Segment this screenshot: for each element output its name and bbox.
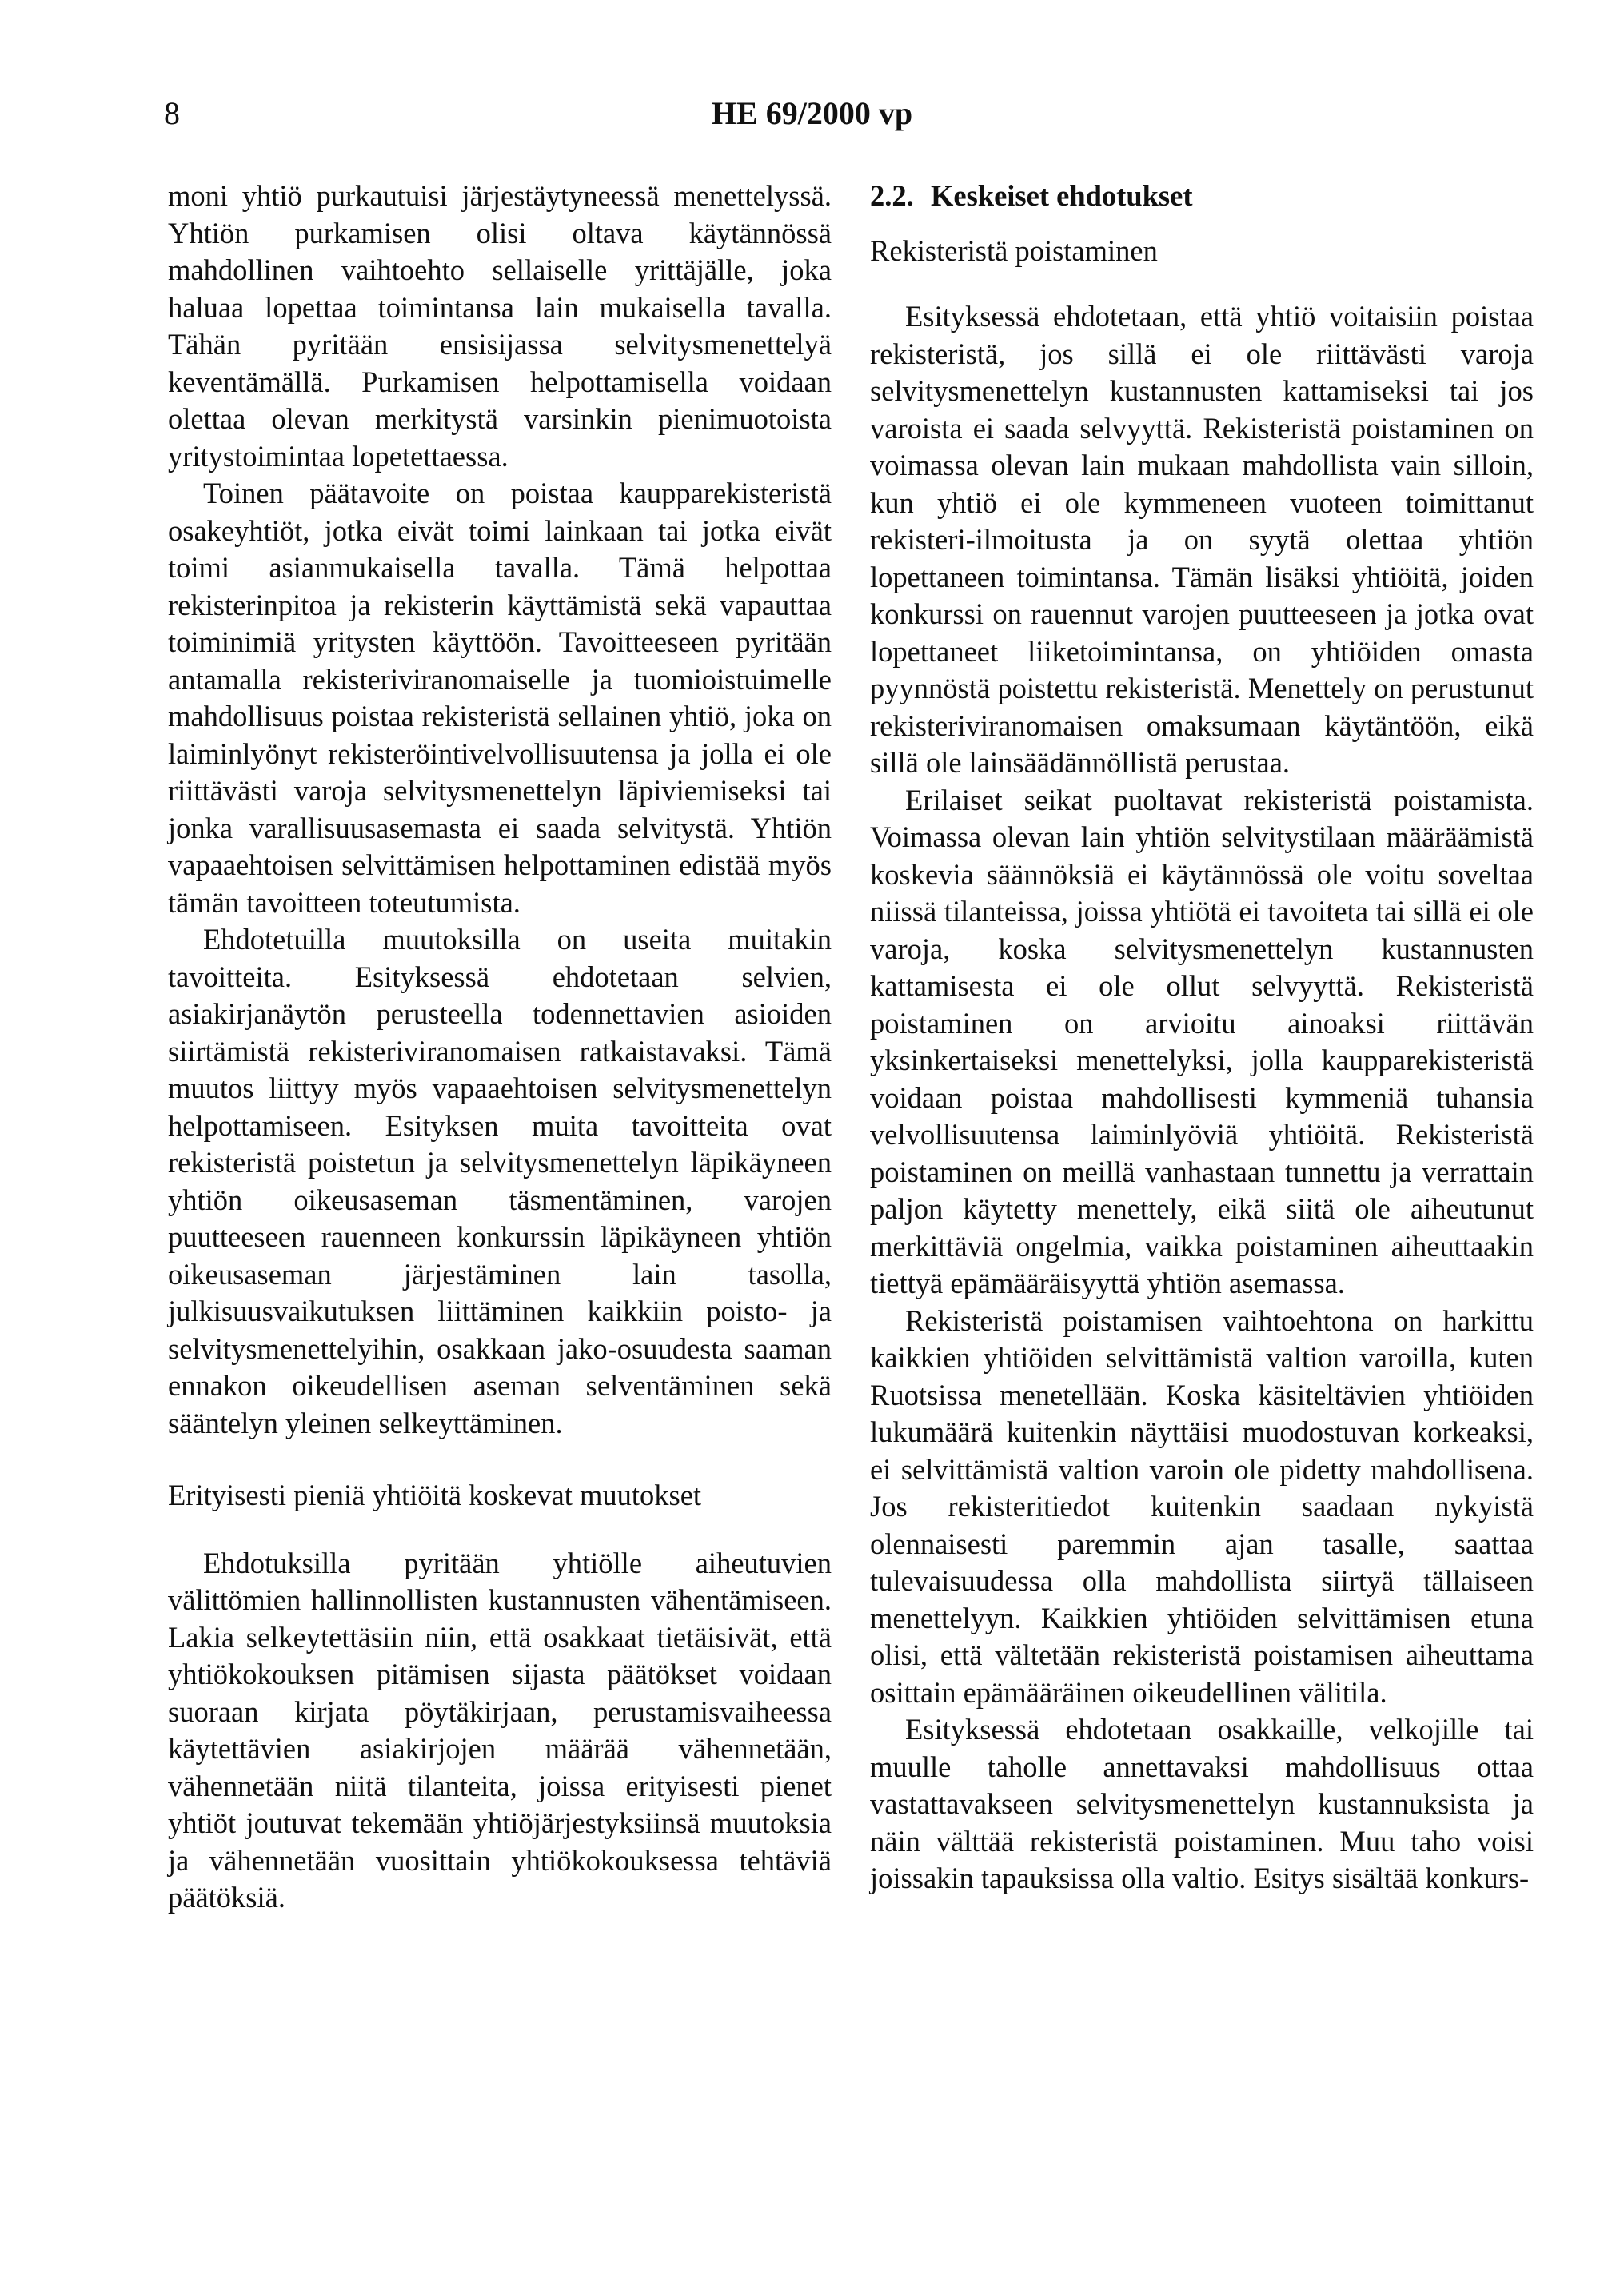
subsection-heading: Rekisteristä poistaminen	[870, 233, 1158, 267]
left-column	[168, 178, 832, 1917]
paragraph: Ehdotetuilla muutoksilla on useita muitakin tavoitteita. Esityksessä ehdotetaan selvien, asiakirjanäytön perusteella todennettavien asioiden siirtämistä rekisteriviranomaisen ratkaistavaksi. Tämä muutos liittyy myös vapaaehtoisen selvitysmenettelyn helpottamiseen. Esityksen muita tavoitteita ovat rekisteristä poistetun ja selvitysmenettelyn läpikäyneen yhtiön oikeusaseman täsmentäminen, varojen puutteeseen rauenneen konkurssin läpikäyneen yhtiön oikeusaseman järjestäminen lain tasolla, julkisuusvaikutuksen liittäminen kaikkiin poisto- ja selvitysmenettelyihin, osakkaan jako-osuudesta saaman ennakon oikeudellisen aseman selventäminen sekä sääntelyn yleinen selkeyttäminen.	[168, 923, 832, 1439]
subsection-heading: Erityisesti pieniä yhtiöitä koskevat muutokset	[168, 1479, 702, 1511]
paragraph: Erilaiset seikat puoltavat rekisteristä poistamista. Voimassa olevan lain yhtiön selvitystilaan määräämistä koskevia säännöksiä ei käytännössä ole voitu soveltaa niissä tilanteissa, joissa yhtiötä ei tavoiteta tai sillä ei ole varoja, koska selvitysmenettelyn kustannusten kattamisesta ei ole ollut selvyyttä. Rekisteristä poistaminen on arvioitu ainoaksi riittävän yksinkertaiseksi menettelyksi, jolla kaupparekisteristä voidaan poistaa mahdollisesti kymmeniä tuhansia velvollisuutensa laiminlyöviä yhtiöitä. Rekisteristä poistaminen on meillä vanhastaan tunnettu ja verrattain paljon käytetty menettely, eikä siitä ole aiheutunut merkittäviä ongelmia, vaikka poistaminen aiheuttaakin tiettyä epämääräisyyttä yhtiön asemassa.	[870, 783, 1534, 1299]
paragraph: Ehdotuksilla pyritään yhtiölle aiheutuvien välittömien hallinnollisten kustannusten vähentämiseen. Lakia selkeytettäsiin niin, että osakkaat tietäisivät, että yhtiökokouksen pitämisen sijasta päätökset voidaan suoraan kirjata pöytäkirjaan, perustamisvaiheessa käytettävien asiakirjojen määrää vähennetään, vähennetään niitä tilanteita, joissa erityisesti pienet yhtiöt joutuvat tekemään yhtiöjärjestyksiinsä muutoksia ja vähennetään vuosittain yhtiökokouksessa tehtäviä päätöksiä.	[168, 1546, 832, 1914]
paragraph: Rekisteristä poistamisen vaihtoehtona on harkittu kaikkien yhtiöiden selvittämistä valtion varoilla, kuten Ruotsissa menetellään. Koska käsiteltävien yhtiöiden lukumäärä kuitenkin näyttäisi muodostuvan korkeaksi, ei selvittämistä valtion varoin ole pidetty mahdollisena. Jos rekisteritiedot kuitenkin saadaan nykyistä olennaisesti paremmin ajan tasalle, saattaa tulevaisuudessa olla mahdollista siirtyä tällaiseen menettelyyn. Kaikkien yhtiöiden selvittämisen etuna olisi, että vältetään rekisteristä poistamisen aiheuttama osittain epämääräinen oikeudellinen välitila.	[870, 1303, 1534, 1709]
paragraph: Esityksessä ehdotetaan osakkaille, velkojille tai muulle taholle annettavaksi mahdollisuus ottaa vastattavakseen selvitysmenettelyn kustannuksista ja näin välttää rekisteristä poistaminen. Muu taho voisi joissakin tapauksissa olla valtio. Esitys sisältää konkurs-	[870, 1713, 1534, 1894]
running-head: HE 69/2000 vp	[711, 95, 913, 131]
paragraph: Toinen päätavoite on poistaa kaupparekisteristä osakeyhtiöt, jotka eivät toimi lainkaan tai jotka eivät toimi asianmukaisella tavalla. Tämä helpottaa rekisterinpitoa ja rekisterin käyttämistä sekä vapauttaa toiminimiä yritysten käyttöön. Tavoitteeseen pyritään antamalla rekisteriviranomaiselle ja tuomioistuimelle mahdollisuus poistaa rekisteristä sellainen yhtiö, joka on laiminlyönyt rekisteröintivelvollisuutensa ja jolla ei ole riittävästi varoja selvitysmenettelyn läpiviemiseksi tai jonka varallisuusasemasta ei saada selvitystä. Yhtiön vapaaehtoisen selvittämisen helpottaminen edistää myös tämän tavoitteen toteutumista.	[168, 477, 832, 919]
section-number: 2.2.	[870, 179, 914, 212]
right-column	[870, 178, 1534, 1898]
section-title: Keskeiset ehdotukset	[931, 179, 1193, 212]
section-heading	[870, 178, 1534, 215]
paragraph: moni yhtiö purkautuisi järjestäytyneessä menettelyssä. Yhtiön purkamisen olisi oltava käytännössä mahdollinen vaihtoehto sellaiselle yrittäjälle, joka haluaa lopettaa toimintansa lain mukaisella tavalla. Tähän pyritään ensisijassa selvitysmenettelyä keventämällä. Purkamisen helpottamisella voidaan olettaa olevan merkitystä varsinkin pienimuotoista yritystoimintaa lopetettaessa.	[168, 179, 832, 473]
paragraph: Esityksessä ehdotetaan, että yhtiö voitaisiin poistaa rekisteristä, jos sillä ei ole riittävästi varoja selvitysmenettelyn kustannusten kattamiseksi tai jos varoista ei saada selvyyttä. Rekisteristä poistaminen on voimassa olevan lain mukaan mahdollista vain silloin, kun yhtiö ei ole kymmeneen vuoteen toimittanut rekisteri-ilmoitusta ja on syytä olettaa yhtiön lopettaneen toimintansa. Tämän lisäksi yhtiöitä, joiden konkurssi on rauennut varojen puutteeseen ja jotka ovat lopettaneet liiketoimintansa, on yhtiöiden omasta pyynnöstä poistettu rekisteristä. Menettely on perustunut rekisteriviranomaisen omaksumaan käytäntöön, eikä sillä ole lainsäädännöllistä perustaa.	[870, 300, 1534, 779]
page-number: 8	[164, 95, 180, 131]
